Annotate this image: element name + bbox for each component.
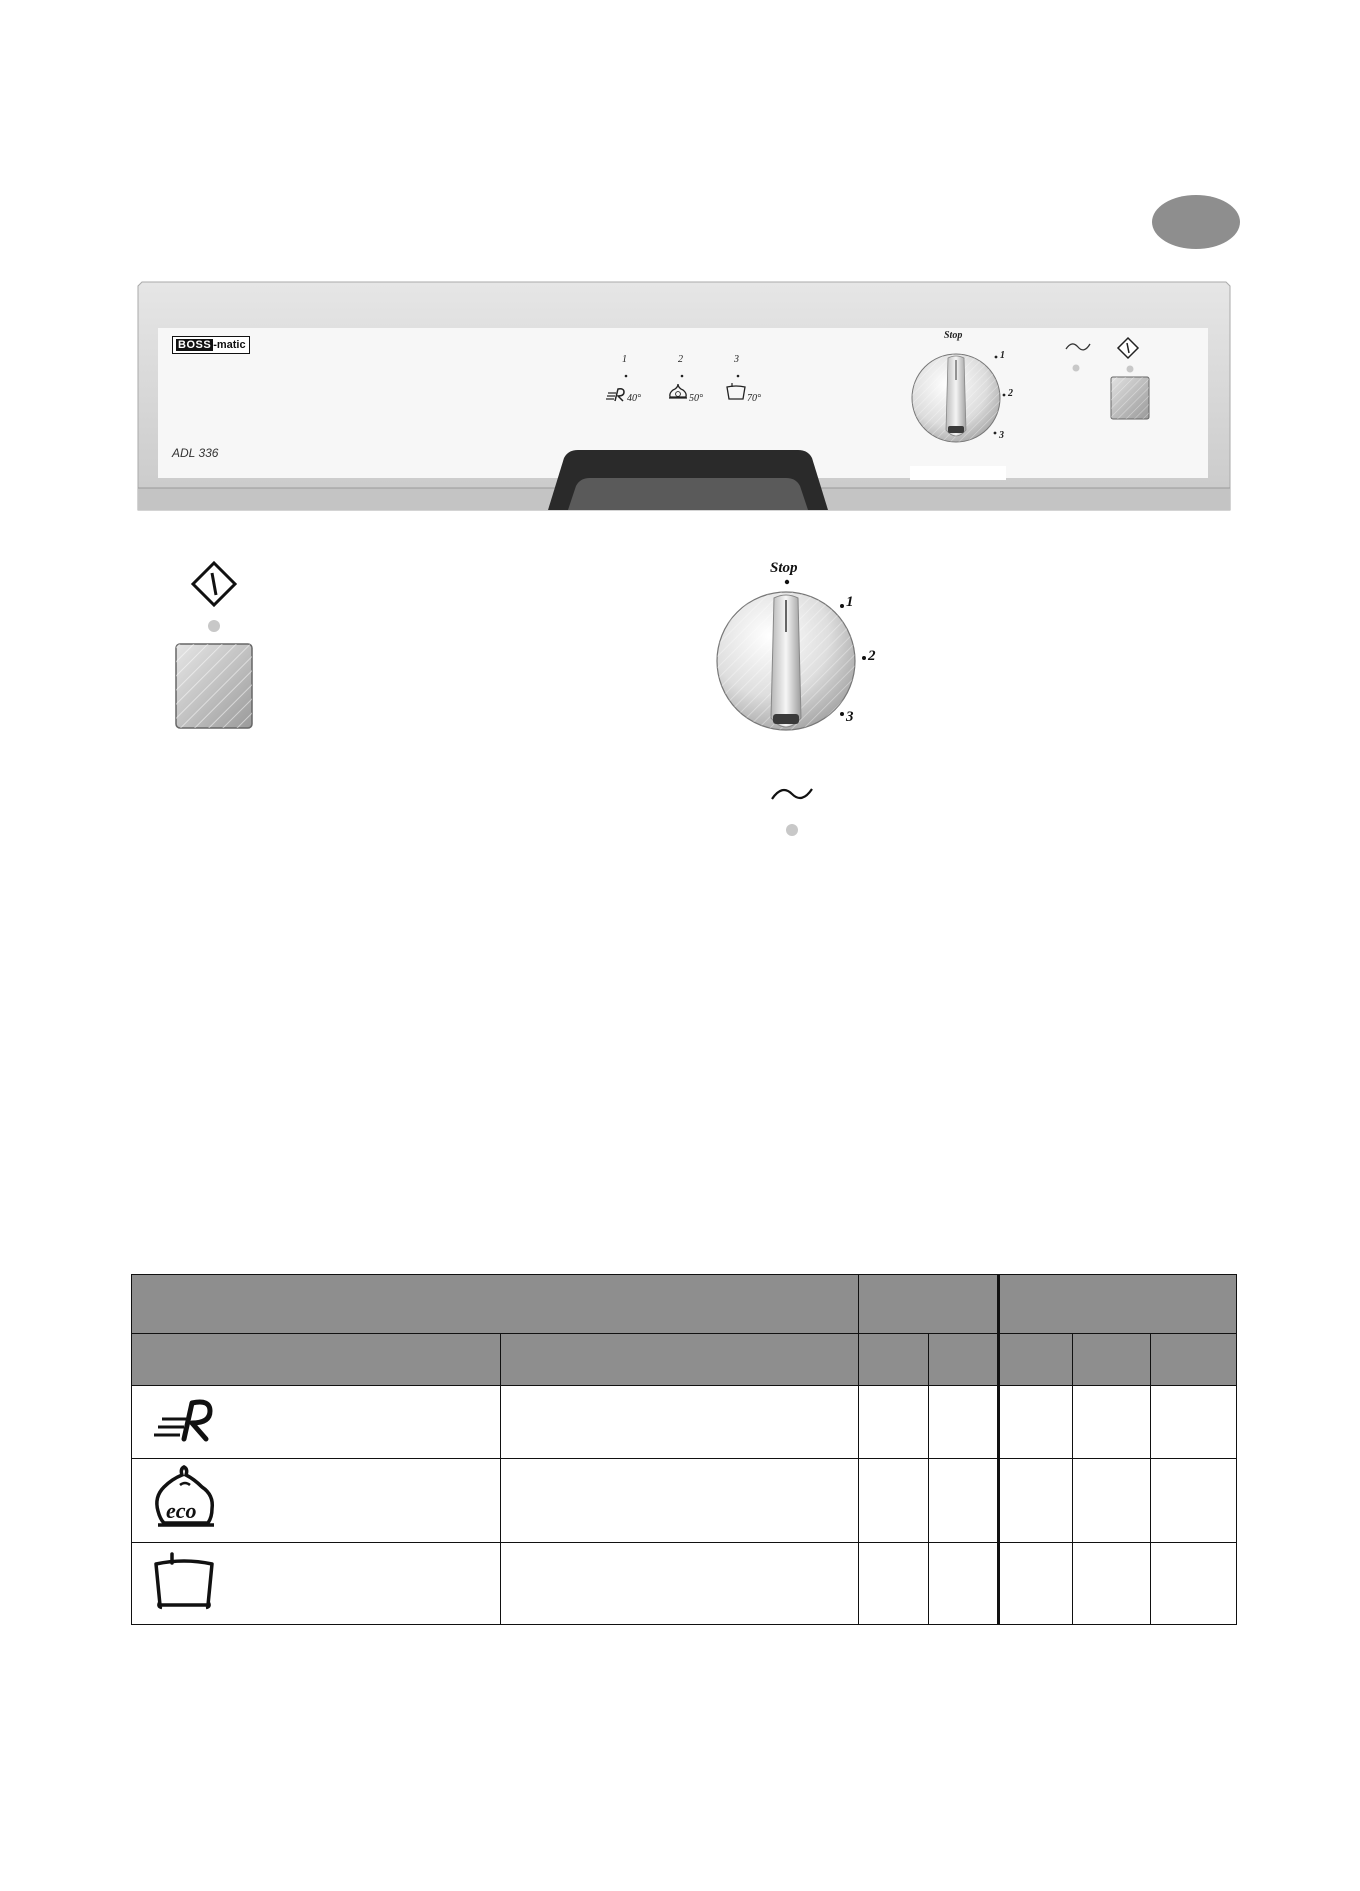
table-cell [859, 1386, 929, 1459]
table-header-row-1 [132, 1275, 1237, 1334]
dial-stop-label: Stop [770, 560, 798, 576]
table-cell [1151, 1543, 1237, 1625]
table-cell [500, 1459, 859, 1543]
programme-table [131, 1274, 1237, 1625]
table-cell [929, 1386, 999, 1459]
dial-position-2-small: 2 [1008, 388, 1013, 399]
dial-position-1: 1 [846, 594, 854, 610]
dial-position-3-small: 3 [999, 430, 1004, 441]
table-cell [859, 1543, 929, 1625]
model-label: ADL 336 [172, 446, 219, 460]
table-header-cell [132, 1275, 859, 1334]
programme-number-3: 3 [734, 354, 739, 365]
table-cell [500, 1543, 859, 1625]
programme-number-1: 1 [622, 354, 627, 365]
control-panel-illustration [136, 280, 1232, 514]
rapid-wash-icon [150, 1397, 220, 1443]
table-cell [929, 1543, 999, 1625]
table-cell [500, 1386, 859, 1459]
start-indicator-light [208, 620, 220, 632]
start-diamond-icon [193, 563, 235, 605]
mains-tilde-icon [772, 789, 812, 799]
table-header-cell [500, 1334, 859, 1386]
programme-temp-1: 40° [627, 393, 641, 404]
dial-stop-label-small: Stop [944, 330, 963, 341]
programme-dial-detail [700, 560, 910, 840]
programme-dial-small[interactable] [912, 354, 1000, 442]
table-cell [1151, 1459, 1237, 1543]
table-cell [929, 1459, 999, 1543]
power-indicator-light [1073, 365, 1080, 372]
table-cell [1151, 1386, 1237, 1459]
table-cell [1073, 1459, 1151, 1543]
start-indicator-light [1127, 366, 1134, 373]
eco-label: eco [166, 1498, 197, 1523]
table-cell [999, 1459, 1073, 1543]
dial-position-1-small: 1 [1000, 350, 1005, 361]
eco-wash-icon [150, 1463, 220, 1533]
page-marker [1152, 195, 1240, 249]
table-cell [859, 1459, 929, 1543]
brand-logo: BOSS -matic [172, 336, 250, 354]
programme-temp-2: 50° [689, 393, 703, 404]
table-cell [999, 1543, 1073, 1625]
table-row [132, 1459, 1237, 1543]
table-cell [1073, 1386, 1151, 1459]
table-header-cell [999, 1334, 1073, 1386]
table-icon-cell [132, 1386, 501, 1459]
start-button-detail [168, 556, 268, 736]
power-indicator-light [786, 824, 798, 836]
table-header-cell [1151, 1334, 1237, 1386]
table-header-cell [859, 1275, 999, 1334]
dial-position-3: 3 [846, 709, 854, 725]
table-row [132, 1543, 1237, 1625]
programme-number-2: 2 [678, 354, 683, 365]
table-header-row-2 [132, 1334, 1237, 1386]
pot-wash-icon [150, 1551, 220, 1611]
table-header-cell [929, 1334, 999, 1386]
table-header-cell [132, 1334, 501, 1386]
table-cell [999, 1386, 1073, 1459]
table-icon-cell [132, 1459, 501, 1543]
programme-dial[interactable] [717, 592, 855, 730]
programme-temp-3: 70° [747, 393, 761, 404]
table-row [132, 1386, 1237, 1459]
table-cell [1073, 1543, 1151, 1625]
start-button-small[interactable] [1111, 377, 1149, 419]
control-panel [136, 280, 1232, 514]
dial-position-2: 2 [868, 648, 876, 664]
table-header-cell [1073, 1334, 1151, 1386]
table-header-cell [999, 1275, 1237, 1334]
table-icon-cell [132, 1543, 501, 1625]
start-button[interactable] [176, 644, 252, 728]
table-header-cell [859, 1334, 929, 1386]
